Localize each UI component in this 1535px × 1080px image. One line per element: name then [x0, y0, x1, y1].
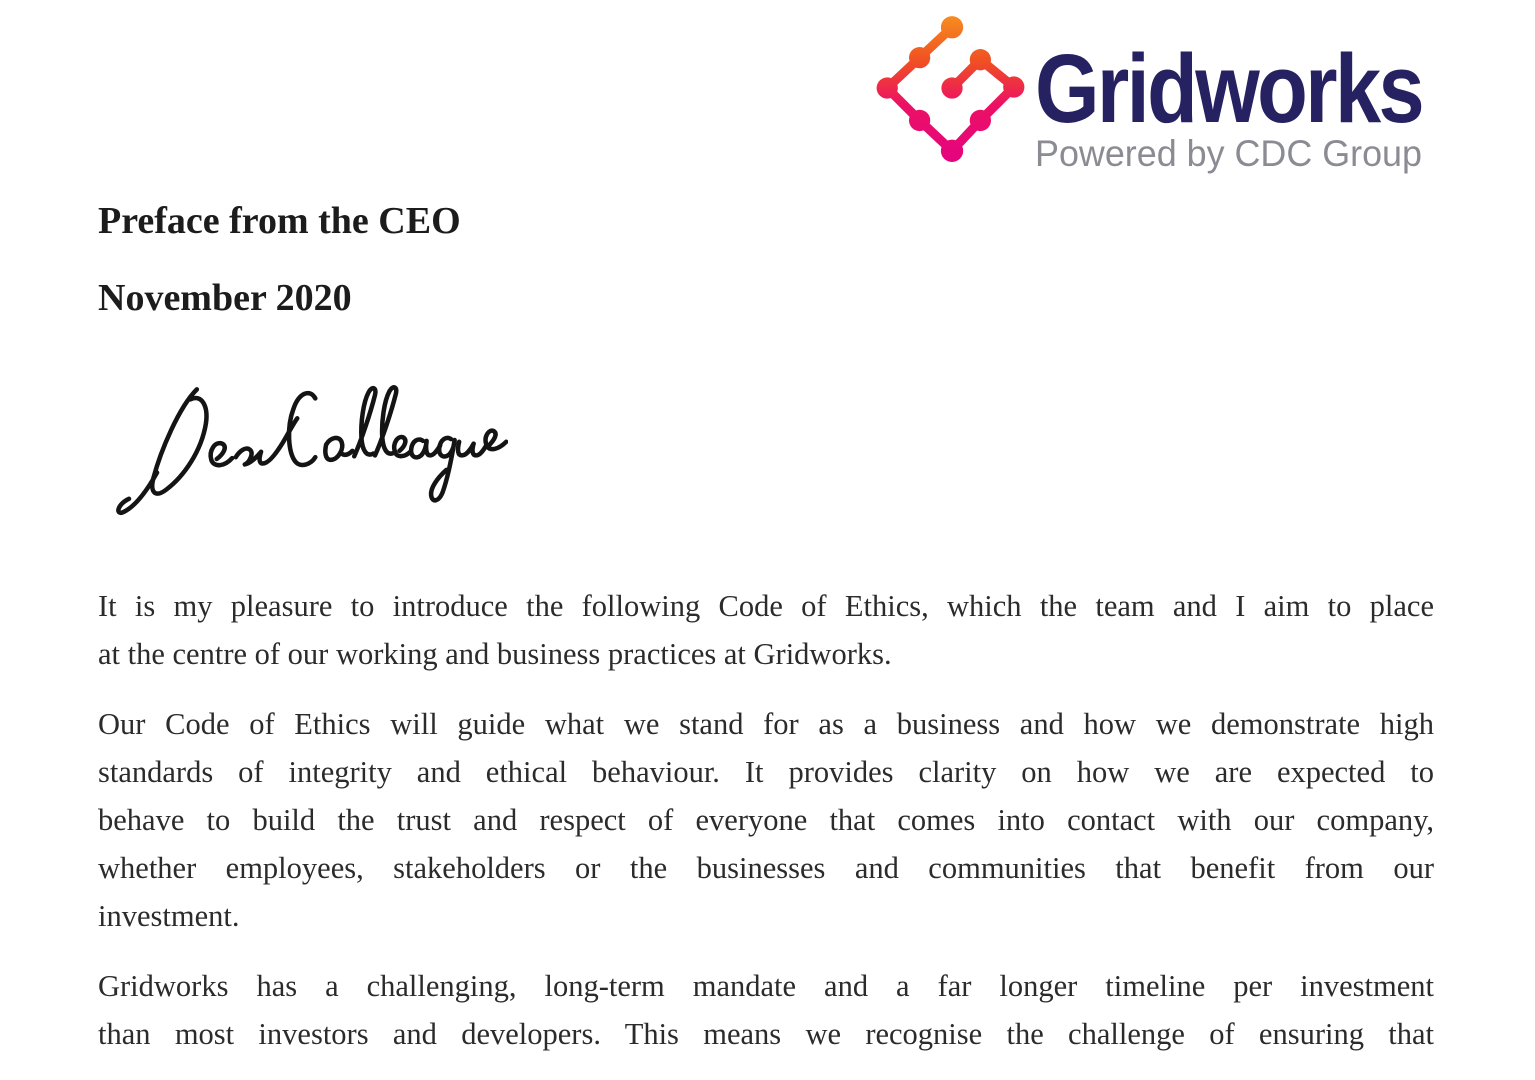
dear-colleagues-handwriting — [110, 367, 508, 532]
text-line: investment. — [98, 899, 240, 933]
text-line: Gridworks has a challenging, long-term mandate and a far longer timeline per investment — [98, 969, 1434, 1003]
letter-heading: Preface from the CEO — [98, 200, 461, 242]
text-line: whether employees, stakeholders or the businesses and communities that benefit from our — [98, 851, 1434, 885]
wordmark-works: works — [1195, 34, 1423, 143]
letter-body — [98, 582, 1434, 1058]
text-line: Our Code of Ethics will guide what we stand for as a business and how we demonstrate high — [98, 707, 1434, 741]
text-line: than most investors and developers. This means we recognise the challenge of ensuring that — [98, 1017, 1434, 1051]
paragraph — [98, 700, 1434, 940]
paragraph — [98, 582, 1434, 678]
text-line: behave to build the trust and respect of everyone that comes into contact with our company, — [98, 803, 1434, 837]
letter-date: November 2020 — [98, 277, 352, 319]
text-line: at the centre of our working and business practices at Gridworks. — [98, 637, 892, 671]
logo-tagline: Powered by CDC Group — [1035, 133, 1422, 174]
text-line: standards of integrity and ethical behaviour. It provides clarity on how we are expected to — [98, 755, 1434, 789]
paragraph — [98, 962, 1434, 1058]
letter-page — [98, 0, 1434, 1080]
wordmark-grid: Grid — [1035, 34, 1196, 143]
text-line: It is my pleasure to introduce the following Code of Ethics, which the team and I aim to place — [98, 589, 1434, 623]
